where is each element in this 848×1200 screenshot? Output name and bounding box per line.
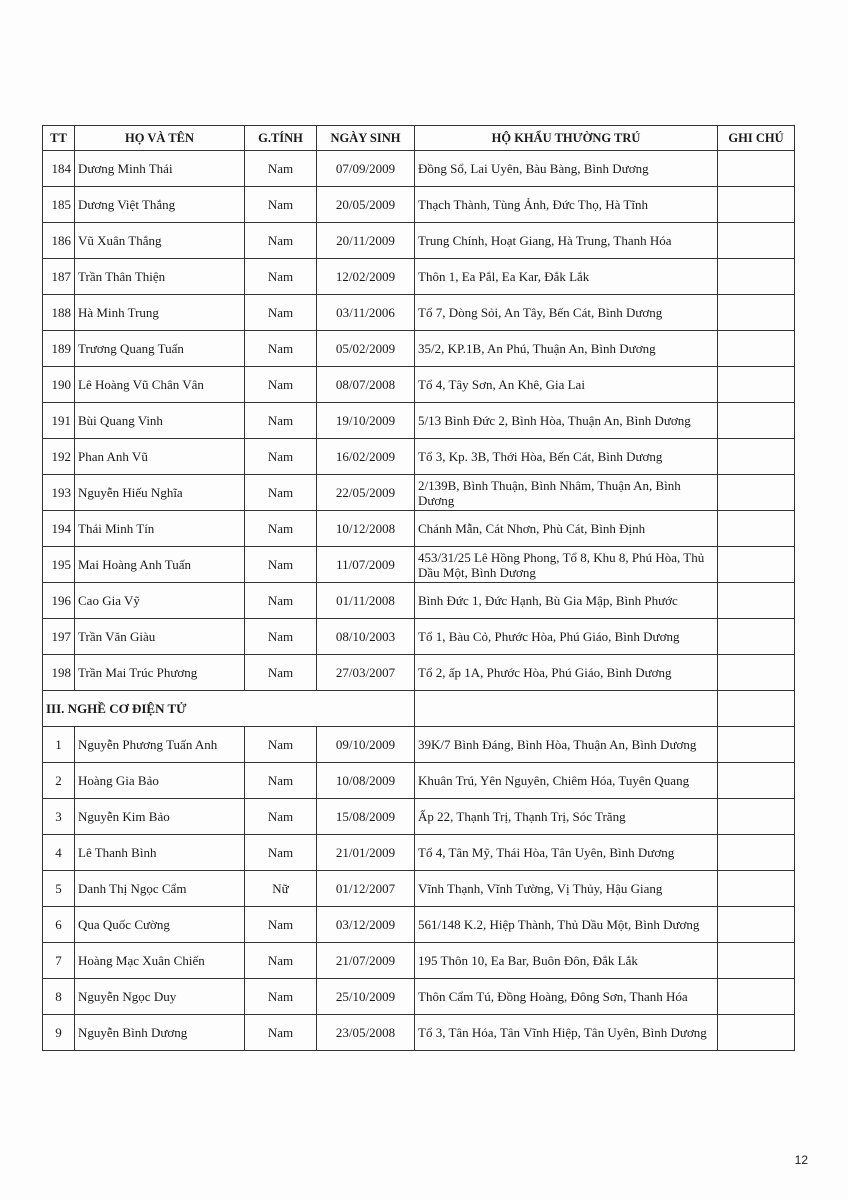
cell-tt: 8 (43, 979, 75, 1015)
cell-gender: Nam (245, 475, 317, 511)
cell-gender: Nam (245, 259, 317, 295)
cell-note (718, 763, 795, 799)
cell-tt: 3 (43, 799, 75, 835)
cell-address: 195 Thôn 10, Ea Bar, Buôn Đôn, Đắk Lắk (415, 943, 718, 979)
student-roster-table (42, 125, 795, 1051)
cell-gender: Nam (245, 403, 317, 439)
table-row (43, 799, 795, 835)
cell-address: Tổ 1, Bàu Cỏ, Phước Hòa, Phú Giáo, Bình Dương (415, 619, 718, 655)
table-row (43, 367, 795, 403)
cell-name: Mai Hoàng Anh Tuấn (75, 547, 245, 583)
cell-address: Chánh Mẫn, Cát Nhơn, Phù Cát, Bình Định (415, 511, 718, 547)
table-row (43, 871, 795, 907)
cell-gender: Nam (245, 367, 317, 403)
cell-name: Nguyễn Bình Dương (75, 1015, 245, 1051)
cell-address: Thạch Thành, Tùng Ảnh, Đức Thọ, Hà Tĩnh (415, 187, 718, 223)
cell-tt: 7 (43, 943, 75, 979)
cell-dob: 10/08/2009 (317, 763, 415, 799)
cell-gender: Nam (245, 943, 317, 979)
cell-name: Lê Thanh Bình (75, 835, 245, 871)
cell-note (718, 151, 795, 187)
cell-gender: Nam (245, 835, 317, 871)
table-header-row (43, 126, 795, 151)
cell-address: Thôn Cẩm Tú, Đồng Hoàng, Đông Sơn, Thanh Hóa (415, 979, 718, 1015)
cell-gender: Nam (245, 907, 317, 943)
table-row (43, 619, 795, 655)
cell-gender: Nam (245, 439, 317, 475)
cell-note (718, 691, 795, 727)
cell-address: Ấp 22, Thạnh Trị, Thạnh Trị, Sóc Trăng (415, 799, 718, 835)
cell-dob: 20/05/2009 (317, 187, 415, 223)
table-row (43, 907, 795, 943)
cell-name: Nguyễn Phương Tuấn Anh (75, 727, 245, 763)
cell-note (718, 835, 795, 871)
cell-address: 39K/7 Bình Đáng, Bình Hòa, Thuận An, Bình Dương (415, 727, 718, 763)
cell-name: Nguyễn Ngọc Duy (75, 979, 245, 1015)
cell-gender: Nam (245, 1015, 317, 1051)
cell-address: Trung Chính, Hoạt Giang, Hà Trung, Thanh Hóa (415, 223, 718, 259)
cell-name: Trần Văn Giàu (75, 619, 245, 655)
cell-name: Nguyễn Kim Bảo (75, 799, 245, 835)
cell-note (718, 943, 795, 979)
cell-dob: 03/12/2009 (317, 907, 415, 943)
cell-tt: 6 (43, 907, 75, 943)
cell-tt: 186 (43, 223, 75, 259)
cell-address: 5/13 Bình Đức 2, Bình Hòa, Thuận An, Bình Dương (415, 403, 718, 439)
cell-note (718, 367, 795, 403)
table-row (43, 1015, 795, 1051)
cell-dob: 27/03/2007 (317, 655, 415, 691)
cell-tt: 189 (43, 331, 75, 367)
cell-dob: 20/11/2009 (317, 223, 415, 259)
header-gender: G.TÍNH (245, 126, 317, 151)
cell-dob: 09/10/2009 (317, 727, 415, 763)
cell-address: Vĩnh Thạnh, Vĩnh Tường, Vị Thủy, Hậu Giang (415, 871, 718, 907)
table-row (43, 295, 795, 331)
page-number: 12 (794, 1153, 808, 1167)
cell-note (718, 871, 795, 907)
cell-note (718, 331, 795, 367)
cell-dob: 08/07/2008 (317, 367, 415, 403)
cell-name: Dương Việt Thắng (75, 187, 245, 223)
cell-gender: Nam (245, 187, 317, 223)
cell-tt: 191 (43, 403, 75, 439)
cell-gender: Nam (245, 727, 317, 763)
cell-dob: 01/11/2008 (317, 583, 415, 619)
cell-tt: 184 (43, 151, 75, 187)
cell-tt: 9 (43, 1015, 75, 1051)
cell-gender: Nam (245, 331, 317, 367)
cell-address: 2/139B, Bình Thuận, Bình Nhâm, Thuận An, Bình Dương (415, 475, 718, 511)
table-row (43, 727, 795, 763)
table-row (43, 259, 795, 295)
cell-address: Tổ 7, Dòng Sỏi, An Tây, Bến Cát, Bình Dương (415, 295, 718, 331)
cell-address: 453/31/25 Lê Hồng Phong, Tổ 8, Khu 8, Phú Hòa, Thủ Dầu Một, Bình Dương (415, 547, 718, 583)
cell-address (415, 691, 718, 727)
cell-dob: 12/02/2009 (317, 259, 415, 295)
table-row (43, 439, 795, 475)
cell-gender: Nam (245, 655, 317, 691)
table-row (43, 655, 795, 691)
cell-note (718, 295, 795, 331)
cell-name: Dương Minh Thái (75, 151, 245, 187)
cell-address: Bình Đức 1, Đức Hạnh, Bù Gia Mập, Bình Phước (415, 583, 718, 619)
cell-tt: 5 (43, 871, 75, 907)
cell-note (718, 583, 795, 619)
cell-name: Trương Quang Tuấn (75, 331, 245, 367)
cell-dob: 21/01/2009 (317, 835, 415, 871)
cell-tt: 185 (43, 187, 75, 223)
cell-note (718, 727, 795, 763)
cell-address: Tổ 4, Tân Mỹ, Thái Hòa, Tân Uyên, Bình Dương (415, 835, 718, 871)
cell-name: Nguyễn Hiếu Nghĩa (75, 475, 245, 511)
cell-tt: 192 (43, 439, 75, 475)
header-dob: NGÀY SINH (317, 126, 415, 151)
cell-name: Danh Thị Ngọc Cẩm (75, 871, 245, 907)
cell-gender: Nam (245, 763, 317, 799)
section-title: III. NGHỀ CƠ ĐIỆN TỬ (43, 691, 415, 727)
table-row (43, 331, 795, 367)
table-row (43, 403, 795, 439)
cell-tt: 193 (43, 475, 75, 511)
cell-note (718, 475, 795, 511)
cell-name: Bùi Quang Vinh (75, 403, 245, 439)
header-tt: TT (43, 126, 75, 151)
cell-dob: 10/12/2008 (317, 511, 415, 547)
cell-note (718, 187, 795, 223)
cell-tt: 187 (43, 259, 75, 295)
cell-dob: 25/10/2009 (317, 979, 415, 1015)
section-row (43, 691, 795, 727)
cell-gender: Nam (245, 295, 317, 331)
cell-tt: 1 (43, 727, 75, 763)
table-row (43, 979, 795, 1015)
cell-dob: 07/09/2009 (317, 151, 415, 187)
cell-name: Vũ Xuân Thắng (75, 223, 245, 259)
cell-dob: 11/07/2009 (317, 547, 415, 583)
cell-tt: 195 (43, 547, 75, 583)
cell-tt: 197 (43, 619, 75, 655)
header-address: HỘ KHẨU THƯỜNG TRÚ (415, 126, 718, 151)
cell-address: 561/148 K.2, Hiệp Thành, Thủ Dầu Một, Bình Dương (415, 907, 718, 943)
cell-name: Cao Gia Vỹ (75, 583, 245, 619)
cell-name: Hoàng Mạc Xuân Chiến (75, 943, 245, 979)
cell-name: Phan Anh Vũ (75, 439, 245, 475)
table-row (43, 763, 795, 799)
cell-dob: 15/08/2009 (317, 799, 415, 835)
cell-dob: 08/10/2003 (317, 619, 415, 655)
table-row (43, 943, 795, 979)
cell-note (718, 979, 795, 1015)
cell-note (718, 439, 795, 475)
table-row (43, 835, 795, 871)
table-row (43, 151, 795, 187)
header-note: GHI CHÚ (718, 126, 795, 151)
cell-gender: Nam (245, 619, 317, 655)
cell-note (718, 403, 795, 439)
cell-tt: 188 (43, 295, 75, 331)
cell-tt: 198 (43, 655, 75, 691)
cell-name: Thái Minh Tín (75, 511, 245, 547)
cell-note (718, 655, 795, 691)
table-row (43, 547, 795, 583)
cell-name: Qua Quốc Cường (75, 907, 245, 943)
cell-dob: 16/02/2009 (317, 439, 415, 475)
cell-note (718, 223, 795, 259)
cell-gender: Nam (245, 547, 317, 583)
cell-name: Trần Mai Trúc Phương (75, 655, 245, 691)
cell-gender: Nam (245, 511, 317, 547)
cell-note (718, 259, 795, 295)
cell-tt: 4 (43, 835, 75, 871)
cell-gender: Nam (245, 223, 317, 259)
cell-address: Tổ 3, Kp. 3B, Thới Hòa, Bến Cát, Bình Dương (415, 439, 718, 475)
cell-note (718, 907, 795, 943)
cell-note (718, 511, 795, 547)
table-row (43, 223, 795, 259)
cell-dob: 19/10/2009 (317, 403, 415, 439)
cell-note (718, 799, 795, 835)
cell-tt: 2 (43, 763, 75, 799)
cell-tt: 196 (43, 583, 75, 619)
cell-dob: 01/12/2007 (317, 871, 415, 907)
cell-dob: 03/11/2006 (317, 295, 415, 331)
cell-name: Hoàng Gia Bảo (75, 763, 245, 799)
cell-gender: Nam (245, 979, 317, 1015)
cell-note (718, 619, 795, 655)
cell-address: Tổ 3, Tân Hóa, Tân Vĩnh Hiệp, Tân Uyên, Bình Dương (415, 1015, 718, 1051)
cell-name: Trần Thân Thiện (75, 259, 245, 295)
table-body (43, 151, 795, 1051)
cell-note (718, 1015, 795, 1051)
cell-dob: 22/05/2009 (317, 475, 415, 511)
cell-dob: 21/07/2009 (317, 943, 415, 979)
cell-address: Khuân Trú, Yên Nguyên, Chiêm Hóa, Tuyên Quang (415, 763, 718, 799)
cell-address: Đồng Sổ, Lai Uyên, Bàu Bàng, Bình Dương (415, 151, 718, 187)
cell-tt: 194 (43, 511, 75, 547)
cell-address: Tổ 4, Tây Sơn, An Khê, Gia Lai (415, 367, 718, 403)
table-row (43, 511, 795, 547)
cell-name: Lê Hoàng Vũ Chân Vân (75, 367, 245, 403)
cell-gender: Nam (245, 583, 317, 619)
cell-tt: 190 (43, 367, 75, 403)
cell-name: Hà Minh Trung (75, 295, 245, 331)
table-row (43, 583, 795, 619)
cell-gender: Nam (245, 151, 317, 187)
cell-note (718, 547, 795, 583)
cell-gender: Nữ (245, 871, 317, 907)
cell-address: Tổ 2, ấp 1A, Phước Hòa, Phú Giáo, Bình Dương (415, 655, 718, 691)
cell-address: Thôn 1, Ea Pắl, Ea Kar, Đắk Lắk (415, 259, 718, 295)
cell-dob: 05/02/2009 (317, 331, 415, 367)
table-row (43, 475, 795, 511)
cell-address: 35/2, KP.1B, An Phú, Thuận An, Bình Dương (415, 331, 718, 367)
header-name: HỌ VÀ TÊN (75, 126, 245, 151)
cell-dob: 23/05/2008 (317, 1015, 415, 1051)
cell-gender: Nam (245, 799, 317, 835)
table-row (43, 187, 795, 223)
